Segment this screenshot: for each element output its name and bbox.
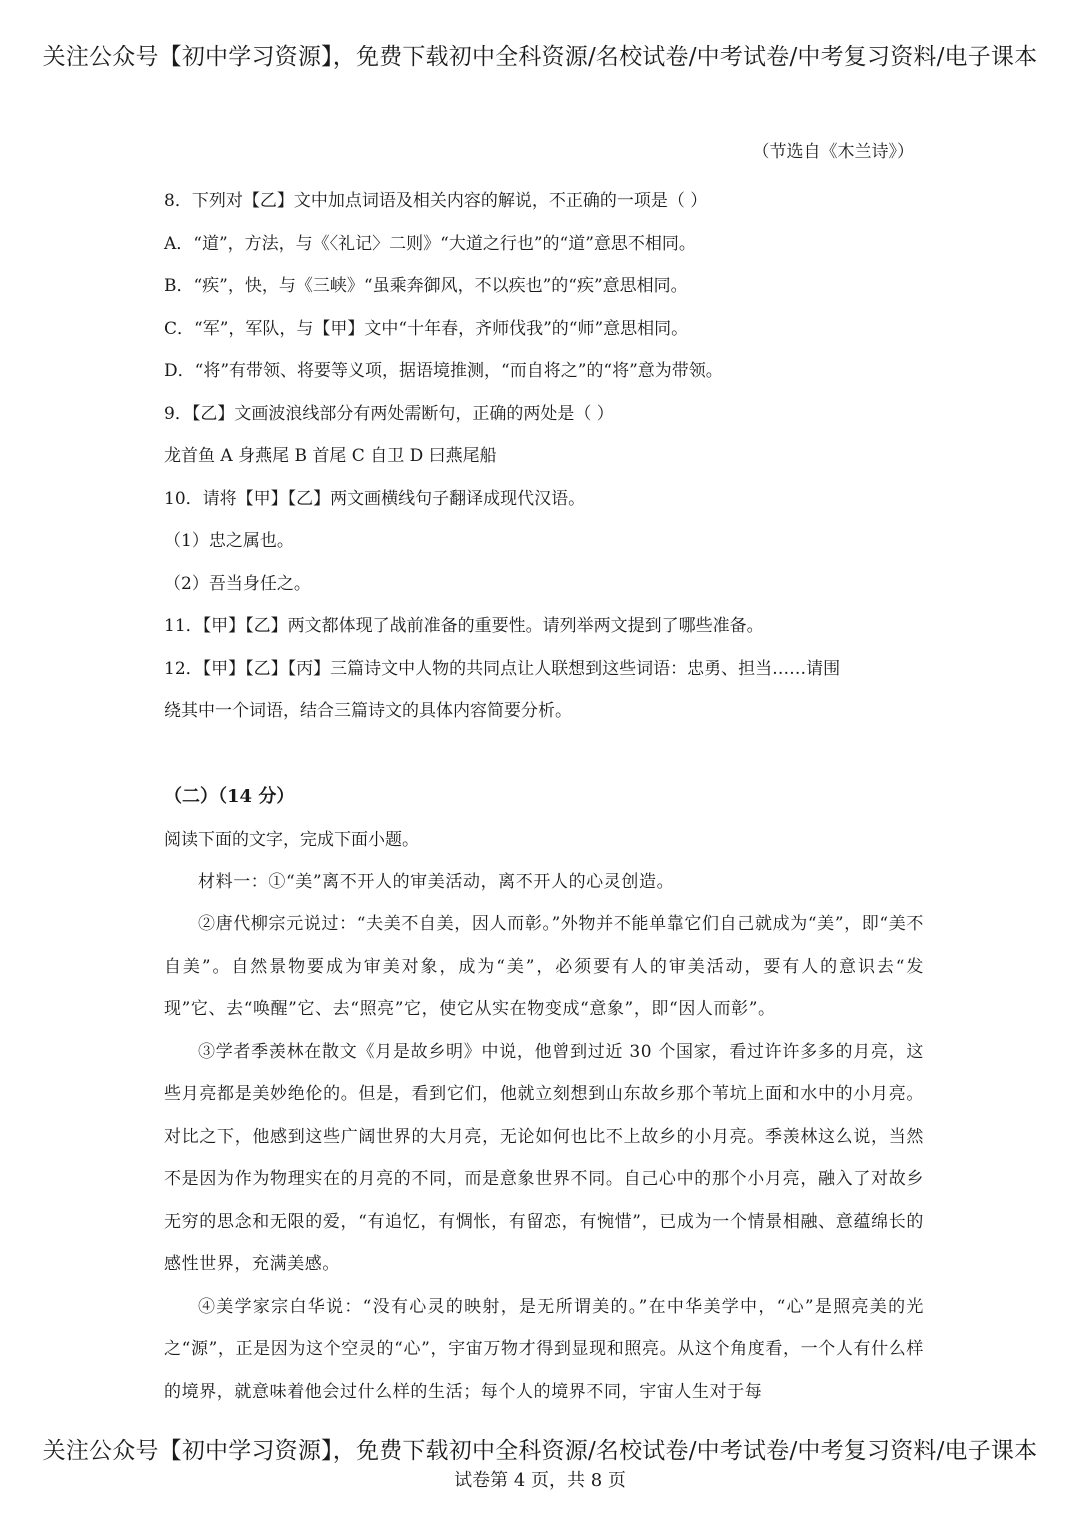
question-12: 12．【甲】【乙】【丙】三篇诗文中人物的共同点让人联想到这些词语：忠勇、担当……请围 (164, 658, 841, 679)
source-note: （节选自《木兰诗》） (752, 142, 914, 162)
question-9-text: 龙首鱼 A 身燕尾 B 首尾 C 自卫 D 曰燕尾船 (164, 446, 497, 466)
material-paragraph-3: ③学者季羡林在散文《月是故乡明》中说，他曾到过近 30 个国家，看过许许多多的月亮，这些月亮都是美妙绝伦的。但是，看到它们，他就立刻想到山东故乡那个苇坑上面和水中的小月亮。对比之下，他感到这些广阔世界的大月亮，无论如何也比不上故乡的小月亮。季羡林这么说，当然不是因为作为物理实在的月亮的不同，而是意象世界不同。自己心中的那个小月亮，融入了对故乡无穷的思念和无限的爱，“有追忆，有惆怅，有留恋，有惋惜”，已成为一个情景相融、意蕴绵长的感性世界，充满美感。 (164, 1041, 924, 1274)
page-number: 试卷第 4 页，共 8 页 (454, 1470, 626, 1491)
footer-banner: 关注公众号【初中学习资源】，免费下载初中全科资源/名校试卷/中考试卷/中考复习资料/电子课本 (42, 1438, 1038, 1464)
section-spacer (164, 733, 924, 775)
question-8: 8．下列对【乙】文中加点词语及相关内容的解说，不正确的一项是（ ） (164, 191, 708, 211)
question-8-option-c: C．“军”，军队，与【甲】文中“十年春，齐师伐我”的“师”意思相同。 (164, 318, 689, 339)
reading-material (164, 861, 924, 1414)
question-10-item-2: （2）吾当身任之。 (164, 573, 311, 594)
page-content (164, 138, 924, 1413)
question-9: 9．【乙】文画波浪线部分有两处需断句，正确的两处是（ ） (164, 403, 614, 424)
material-paragraph-2: ②唐代柳宗元说过：“夫美不自美，因人而彰。”外物并不能单靠它们自己就成为“美”，即“美不自美”。自然景物要成为审美对象，成为“美”，必须要有人的审美活动，要有人的意识去“发现”它、去“唤醒”它、去“照亮”它，使它从实在物变成“意象”，即“因人而彰”。 (164, 914, 924, 1019)
question-8-option-d: D．“将”有带领、将要等义项，据语境推测，“而自将之”的“将”意为带领。 (164, 361, 723, 381)
question-12-continued: 绕其中一个词语，结合三篇诗文的具体内容简要分析。 (164, 701, 572, 721)
section-title: （二）（14 分） (164, 785, 295, 807)
question-8-option-a: A．“道”，方法，与《〈礼记〉二则》“大道之行也”的“道”意思不相同。 (164, 233, 696, 254)
material-paragraph-1: 材料一：①“美”离不开人的审美活动，离不开人的心灵创造。 (198, 871, 675, 892)
question-11: 11．【甲】【乙】两文都体现了战前准备的重要性。请列举两文提到了哪些准备。 (164, 616, 764, 636)
question-10-item-1: （1）忠之属也。 (164, 531, 294, 551)
question-10: 10．请将【甲】【乙】两文画横线句子翻译成现代汉语。 (164, 488, 586, 509)
header-banner: 关注公众号【初中学习资源】，免费下载初中全科资源/名校试卷/中考试卷/中考复习资料/电子课本 (42, 44, 1038, 70)
reading-instruction: 阅读下面的文字，完成下面小题。 (164, 829, 419, 850)
material-paragraph-4: ④美学家宗白华说：“没有心灵的映射，是无所谓美的。”在中华美学中，“心”是照亮美的光之“源”，正是因为这个空灵的“心”，宇宙万物才得到显现和照亮。从这个角度看，一个人有什么样的境界，就意味着他会过什么样的生活；每个人的境界不同，宇宙人生对于每 (164, 1296, 924, 1402)
question-8-option-b: B．“疾”，快，与《三峡》“虽乘奔御风，不以疾也”的“疾”意思相同。 (164, 276, 688, 296)
question-list (164, 180, 924, 733)
